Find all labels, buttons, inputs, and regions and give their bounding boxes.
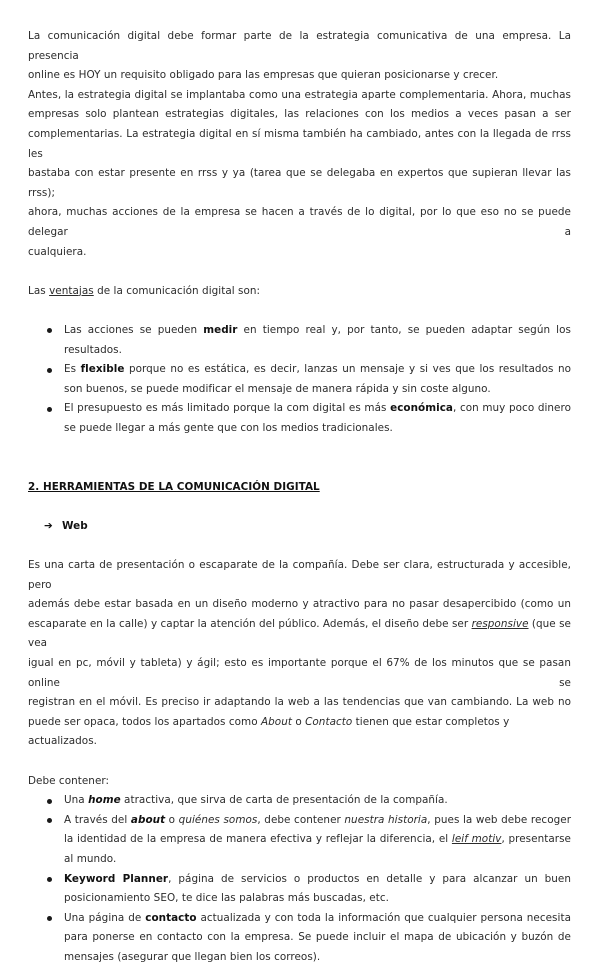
section-heading: 2. HERRAMIENTAS DE LA COMUNICACIÓN DIGITAL	[28, 480, 320, 493]
intro-line: empresas solo plantean estrategias digitales, las relaciones con los medios a veces pasan a ser	[28, 108, 571, 121]
leif-motiv-link: leif motiv	[451, 833, 502, 846]
list-item: Keyword Planner, página de servicios o productos en detalle y para alcanzar un buen posicionamiento SEO, te dice las palabras más buscadas, etc.	[28, 870, 571, 909]
web-line: puede ser opaca, todos los apartados como About o Contacto tienen que estar completos y actualizados.	[28, 715, 510, 748]
list-item: Es flexible porque no es estática, es decir, lanzas un mensaje y si ves que los resultados no son buenos, se puede modificar el mensaje de manera rápida y sin coste alguno.	[28, 360, 571, 399]
intro-line: online es HOY un requisito obligado para las empresas que quieran posicionarse y crecer.	[28, 69, 499, 82]
arrow-right-icon: ➔	[44, 519, 53, 532]
web-line: escaparate en la calle) y captar la atención del público. Además, el diseño debe ser responsive (que se vea	[28, 617, 571, 650]
intro-line: ahora, muchas acciones de la empresa se hacen a través de lo digital, por lo que eso no se puede delegar a	[28, 206, 571, 238]
intro-line: cualquiera.	[28, 245, 87, 258]
document-page	[28, 27, 571, 968]
ventajas-list	[28, 321, 571, 439]
web-line: igual en pc, móvil y tableta) y ágil; esto es importante porque el 67% de los minutos que se pasan online se	[28, 657, 571, 689]
bullet-icon	[47, 916, 52, 921]
web-line: además debe estar basada en un diseño moderno y atractivo para no pasar desapercibido (como un	[28, 598, 571, 611]
list-item: A través del about o quiénes somos, debe contener nuestra historia, pues la web debe recoger la identidad de la empresa de manera efectiva y reflejar la diferencia, el leif motiv, presentarse al mundo.	[28, 811, 571, 870]
ventajas-lead	[28, 282, 571, 302]
bullet-icon	[47, 328, 52, 333]
intro-line: complementarias. La estrategia digital en sí misma también ha cambiado, antes con la llegada de rrss les	[28, 127, 571, 160]
list-item: El presupuesto es más limitado porque la com digital es más económica, con muy poco dinero se puede llegar a más gente que con los medios tradicionales.	[28, 399, 571, 438]
bullet-icon	[47, 407, 52, 412]
bullet-icon	[47, 368, 52, 373]
list-item: Una home atractiva, que sirva de carta de presentación de la compañía.	[28, 791, 571, 811]
contenido-list	[28, 791, 571, 967]
web-line: registran en el móvil. Es preciso ir adaptando la web a las tendencias que van cambiando. La web no	[28, 696, 571, 709]
intro-line: bastaba con estar presente en rrss y ya (tarea que se delegaba en expertos que supieran llevar las rrss);	[28, 167, 571, 199]
list-item: Las acciones se pueden medir en tiempo real y, por tanto, se pueden adaptar según los resultados.	[28, 321, 571, 360]
intro-line: Antes, la estrategia digital se implantaba como una estrategia aparte complementaria. Ahora, muchas	[28, 88, 571, 101]
responsive-link: responsive	[471, 617, 529, 630]
bullet-icon	[47, 877, 52, 882]
contenido-lead: Debe contener:	[28, 774, 110, 787]
ventajas-link: ventajas	[49, 284, 94, 297]
ventajas-lead-pre: Las	[28, 284, 50, 297]
web-line: Es una carta de presentación o escaparate de la compañía. Debe ser clara, estructurada y accesible, pero	[28, 559, 571, 591]
subheading-label: Web	[62, 519, 88, 532]
subheading-web	[28, 517, 571, 537]
bullet-icon	[47, 799, 52, 804]
bullet-icon	[47, 818, 52, 823]
ventajas-lead-post: de la comunicación digital son:	[93, 284, 261, 297]
intro-line: La comunicación digital debe formar parte de la estrategia comunicativa de una empresa. La presencia	[28, 30, 571, 62]
list-item: Una página de contacto actualizada y con toda la información que cualquier persona necesita para ponerse en contacto con la empresa. Se puede incluir el mapa de ubicación y buzón de mensajes (asegurar que llegan bien los correos).	[28, 909, 571, 968]
